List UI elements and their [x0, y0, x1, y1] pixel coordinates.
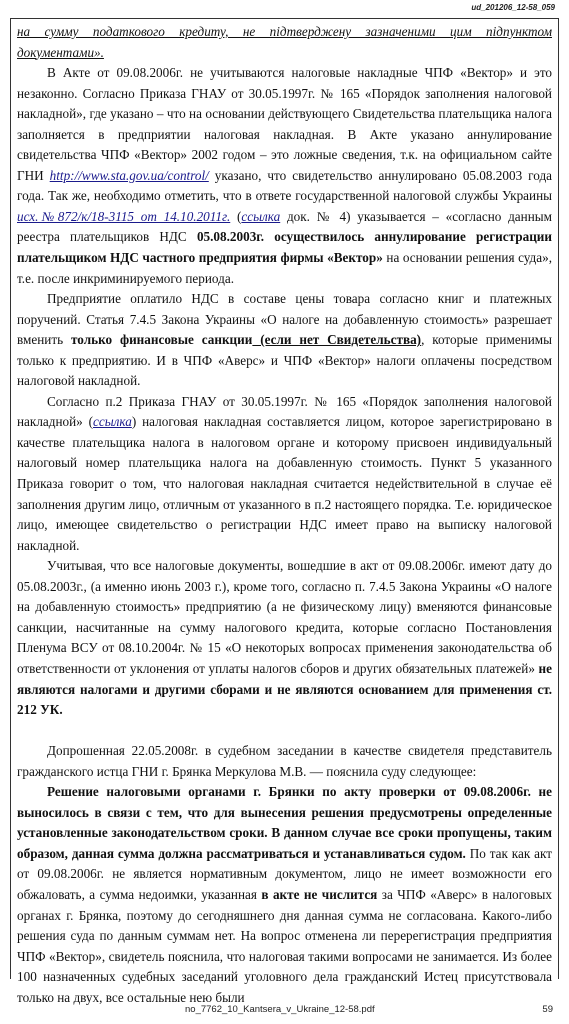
- sta-gov-link[interactable]: http://www.sta.gov.ua/control/: [49, 167, 209, 183]
- footer-filename: no_7762_10_Kantsera_v_Ukraine_12-58.pdf: [185, 1004, 375, 1015]
- doc4-link[interactable]: ссылка: [241, 208, 281, 224]
- letter-reference-link[interactable]: исх.№872/к/18-3115 от 14.10.2011г.: [17, 208, 231, 224]
- paragraph-vat-paid: [17, 289, 552, 392]
- paragraph-tax-decision: [17, 782, 552, 1008]
- order-link[interactable]: ссылка: [93, 414, 132, 430]
- text-run: за ЧПФ «Аверс» в налоговых органах г. Брянка, поэтому до сегодняшнего дня данная сумма не согласована. Какого-либо решения суда по данным суммам нет. На вопрос отменена ли перерегистрация предприятия ЧПФ «Вектор», свидетель пояснила, что налоговая такими вопросами не занимается. Из более 100 назначенных судебных заседаний уголовного дела гражданский Истец присутствовала только на двух, все остальные нею были: [17, 886, 553, 1005]
- bold-underlined-text-run: (если нет Свидетельства): [252, 332, 422, 348]
- text-run: Предприятие оплатило НДС в составе цены товара согласно книг и платежных поручений. Статья 7.4.5 Закона Украины «О налоге на добавленную стоимость» разрешает вменить: [17, 291, 552, 348]
- page-id-label: ud_201206_12-58_059: [471, 3, 555, 12]
- text-run: ) налоговая накладная составляется лицом, которое зарегистрировано в качестве плательщика налога в налоговом органе и которому присвоен индивидуальный налоговый номер плательщика налога на добавленную стоимость. Пункт 5 указанного Приказа говорит о том, что налоговая накладная считается недействительной в случае её заполнения другим лицо, отличным от указанного в п.2 настоящего порядка. Т.е. юридическое лицо, имеющее свидетельство о регистрации НДС имеет право на выписку налоговой накладной.: [17, 414, 553, 553]
- paragraph-act-invoices: [17, 63, 552, 289]
- paragraph-tax-documents: [17, 556, 552, 720]
- paragraph-witness: Допрошенная 22.05.2008г. в судебном заседании в качестве свидетеля представитель гражданского истца ГНИ г. Брянка Меркулова М.В. — пояснила суду следующее:: [17, 743, 552, 779]
- bold-text-run: только финансовые санкции: [70, 332, 253, 348]
- text-run: на основании решения суда», т.е. после инкриминируемого периода.: [17, 250, 552, 286]
- text-run: (: [230, 208, 242, 224]
- text-run: По так как акт от 09.08.2006г. не является нормативным документом, лицо не имеет возможности его обжаловать, а сумма недоимки, указанная: [17, 845, 553, 902]
- paragraph-order-165: [17, 392, 552, 556]
- paragraph-continuation: на сумму податкового кредиту, не підтверджену зазначеними цим підпунктом документами».: [17, 24, 552, 60]
- text-run: Согласно п.2 Приказа ГНАУ от 30.05.1997г. № 165 «Порядок заполнения налоговой накладной» (: [17, 393, 552, 430]
- text-run: док. № 4) указывается – «согласно данным реестра плательщиков НДС: [17, 208, 552, 245]
- bold-text-run: Решение налоговыми органами г. Брянки по акту проверки от 09.08.2006г. не выносилось в связи с тем, что для вынесения решения предусмотрены определенные установленные законодательством сроки. В данном случае все сроки пропущены, таким образом, данная сумма должна рассматриваться и устанавливаться судом.: [17, 784, 552, 861]
- bold-text-run: не являются налогами и другими сборами и не являются основанием для применения ст. 212 УК.: [17, 660, 552, 718]
- blank-line: [17, 721, 552, 742]
- text-run: указано, что свидетельство аннулировано 05.08.2003 года года. Так же, необходимо отметить, что в ответе государственной налоговой службы Украины: [17, 167, 553, 204]
- document-body: [17, 22, 552, 1008]
- text-run: Учитывая, что все налоговые документы, вошедшие в акт от 09.08.2006г. имеют дату до 05.08.2003г., (а именно июнь 2003 г.), кроме того, согласно п. 7.4.5 Закона Украины «О налоге на добавленную стоимость» предприятию (а не физическому лицу) вменяются финансовые санкции, насчитанные на сумму налогового кредита, которые согласно Постановления Пленума ВСУ от 08.10.2004г. № 15 «О некоторых вопросах применения законодательства об ответственности от уклонения от уплаты налогов сборов и других обязательных платежей»: [17, 558, 552, 676]
- bold-text-run: в акте не числится: [261, 886, 378, 902]
- text-run: , которые применимы только к предприятию. И в ЧПФ «Аверс» и ЧПФ «Вектор» налоги оплачены посредством налоговой накладной.: [17, 332, 552, 389]
- text-run: В Акте от 09.08.2006г. не учитываются налоговые накладные ЧПФ «Вектор» и это незаконно. Согласно Приказа ГНАУ от 30.05.1997г. № 165 «Порядок заполнения налоговой накладной», где указано – что на основании действующего Свидетельства плательщика налога заполняется в предприятии налоговая накладная. В Акте указано аннулирование свидетельства ЧПФ «Вектор» 2002 годом – это ложные сведения, т.к. на официальном сайте ГНИ: [17, 65, 552, 183]
- bold-text-run: 05.08.2003г. осуществилось аннулирование регистрации плательщиком НДС частного предприятия фирмы «Вектор»: [17, 229, 552, 266]
- page-number: 59: [542, 1004, 553, 1015]
